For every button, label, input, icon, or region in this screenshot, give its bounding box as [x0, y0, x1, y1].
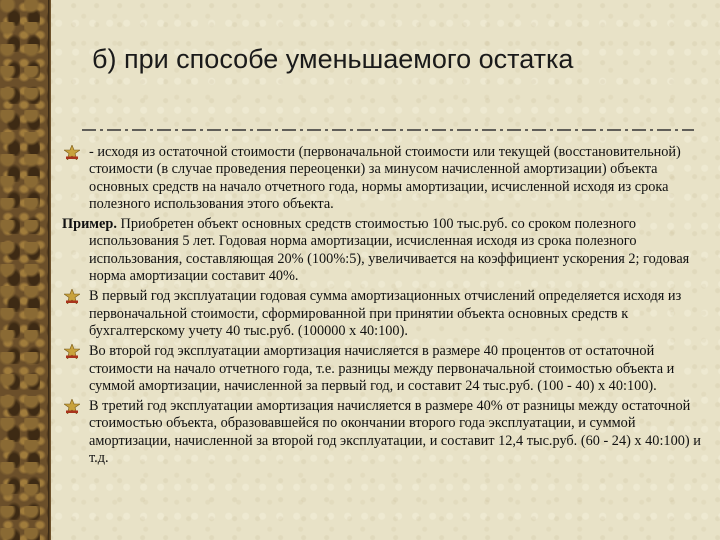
dash-dot-divider	[82, 127, 694, 133]
bullet-paragraph	[62, 288, 712, 340]
example-label: Пример.	[62, 216, 117, 233]
textured-sidebar	[0, 0, 48, 540]
paragraph-text: В первый год эксплуатации годовая сумма амортизационных отчислений определяется исходя из первоначальной стоимости, сформированной при принятии объекта основных средств к бухгалтерскому учету 40 тыс.руб. (100000 х 40:100).	[89, 288, 682, 339]
bullet-paragraph	[62, 343, 712, 395]
example-text-block	[62, 216, 712, 285]
paragraph-text: - исходя из остаточной стоимости (первоначальной стоимости или текущей (восстановительной) стоимости (в случае проведения переоценки) за минусом начисленной амортизации) объекта основных средств на начало отчетного года, нормы амортизации, исчисленной исходя из срока полезного использования этого объекта.	[89, 144, 681, 212]
paragraph-text: В третий год эксплуатации амортизация начисляется в размере 40% от разницы между остаточной стоимостью объекта, образовавшейся по окончании второго года эксплуатации, и суммой амортизации, начисленной за второй год эксплуатации, и составит 12,4 тыс.руб. (60 - 24) х 40:100) и т.д.	[89, 398, 701, 467]
example-paragraph	[62, 216, 712, 285]
gold-star-bullet-icon	[64, 145, 80, 160]
slide-body	[62, 144, 712, 470]
sidebar-edge	[48, 0, 51, 540]
bullet-paragraph	[62, 144, 712, 213]
gold-star-bullet-icon	[64, 399, 80, 414]
bullet-paragraph	[62, 398, 712, 467]
gold-star-bullet-icon	[64, 289, 80, 304]
paragraph-text: Приобретен объект основных средств стоимостью 100 тыс.руб. со сроком полезного использования 5 лет. Годовая норма амортизации, исчисленная исходя из срока полезного использования, составляющая 20% (100%:5), увеличивается на коэффициент ускорения 2; годовая норма амортизации составит 40%.	[89, 216, 690, 285]
gold-star-bullet-icon	[64, 344, 80, 359]
paragraph-text: Во второй год эксплуатации амортизация начисляется в размере 40 процентов от остаточной стоимости на начало отчетного года, т.е. разницы между первоначальной стоимостью объекта и суммой амортизации, начисленной за первый год, и составит 24 тыс.руб. (100 - 40) х 40:100).	[89, 343, 675, 394]
slide-title: б) при способе уменьшаемого остатка	[92, 44, 574, 74]
